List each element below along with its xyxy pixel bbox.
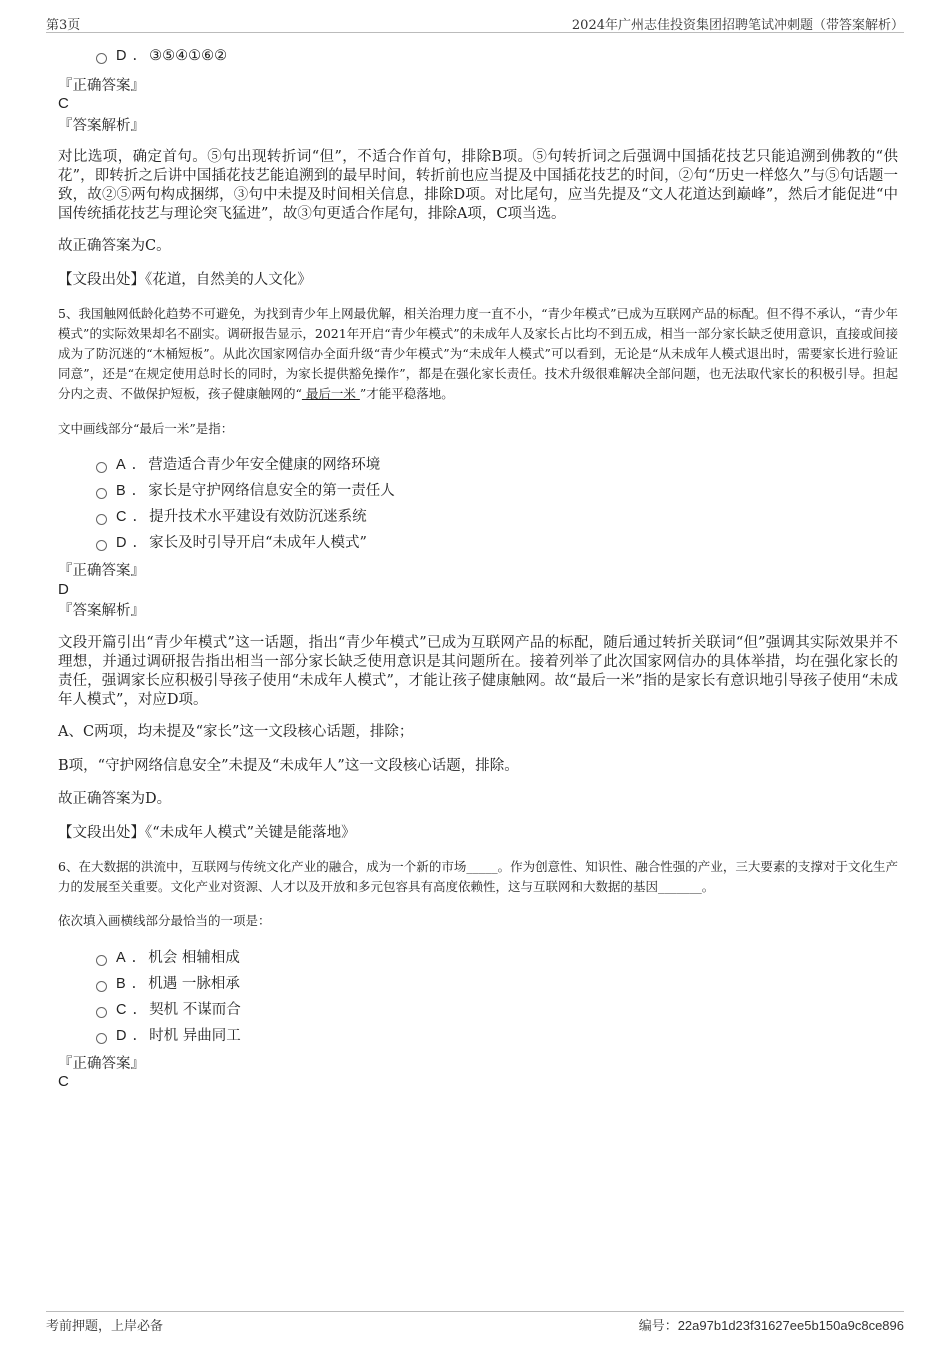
answer-value: C <box>58 1073 69 1090</box>
q6-option-c[interactable]: C . 契机 不谋而合 <box>96 1000 241 1020</box>
q5-option-a[interactable]: A . 营造适合青少年安全健康的网络环境 <box>96 455 380 475</box>
source-citation: 【文段出处】《“未成年人模式”关键是能落地》 <box>58 825 356 841</box>
q6-option-d[interactable]: D . 时机 异曲同工 <box>96 1026 241 1046</box>
analysis-text: 对比选项，确定首句。⑤句出现转折词“但”，不适合作首句，排除B项。⑤句转折词之后强调中国插花技艺只能追溯到佛教的“供花”，即转折之后讲中国插花技艺能追溯到的最早时间，转折前也应当提及中国插花技艺的时间，②句“历史一样悠久”与⑤句话题一致，故②⑤两句构成捆绑，③句中未提及时间相关信息，排除D项。对比尾句，应当先提及“文人花道达到巅峰”，然后才能促进“中国传统插花技艺与理论突飞猛进”，故③句更适合作尾句，排除A项，C项当选。 <box>58 149 898 222</box>
question-prompt: 文中画线部分“最后一米”是指： <box>58 421 234 436</box>
radio-icon[interactable] <box>96 540 107 551</box>
underlined-phrase: 最后一米 <box>301 386 360 401</box>
option-text: 契机 不谋而合 <box>149 1002 241 1018</box>
q6-option-a[interactable]: A . 机会 相辅相成 <box>96 948 240 968</box>
radio-icon[interactable] <box>96 514 107 525</box>
answer-label: 『正确答案』 <box>58 563 145 579</box>
conclusion: 故正确答案为C。 <box>58 238 171 254</box>
question-stem: 6、在大数据的洪流中，互联网与传统文化产业的融合，成为一个新的市场_____。作为创意性、知识性、融合性强的产业，三大要素的支撑对于文化生产力的发展至关重要。文化产业对资源、人才以及开放和多元包容具有高度依赖性，这与互联网和大数据的基因_______。 <box>58 859 898 894</box>
q4-option-d[interactable]: D . ③⑤④①⑥② <box>96 46 227 66</box>
option-text: 家长是守护网络信息安全的第一责任人 <box>148 483 395 499</box>
radio-icon[interactable] <box>96 1007 107 1018</box>
page-number: 第3页 <box>46 18 81 33</box>
option-text: 家长及时引导开启“未成年人模式” <box>149 535 367 551</box>
question-prompt: 依次填入画横线部分最恰当的一项是： <box>58 913 271 928</box>
analysis-note-1: A、C两项，均未提及“家长”这一文段核心话题，排除； <box>58 724 414 740</box>
document-id: 编号：22a97b1d23f31627ee5b150a9c8ce896 <box>638 1318 904 1333</box>
radio-icon[interactable] <box>96 462 107 473</box>
radio-icon[interactable] <box>96 955 107 966</box>
q5-option-b[interactable]: B . 家长是守护网络信息安全的第一责任人 <box>96 481 395 501</box>
source-citation: 【文段出处】《花道，自然美的人文化》 <box>58 272 312 288</box>
answer-value: C <box>58 95 69 112</box>
option-text: 营造适合青少年安全健康的网络环境 <box>148 457 381 473</box>
document-title: 2024年广州志佳投资集团招聘笔试冲刺题（带答案解析） <box>571 18 904 33</box>
answer-value: D <box>58 581 69 598</box>
analysis-text: 文段开篇引出“青少年模式”这一话题，指出“青少年模式”已成为互联网产品的标配，随后通过转折关联词“但”强调其实际效果并不理想，并通过调研报告指出相当一部分家长缺乏使用意识是其问题所在。接着列举了此次国家网信办的具体举措，均在强化家长的责任，强调家长应积极引导孩子使用“未成年人模式”，才能让孩子健康触网。故“最后一米”指的是家长有意识地引导孩子使用“未成年人模式”，对应D项。 <box>58 635 898 708</box>
question-stem: 5、我国触网低龄化趋势不可避免，为找到青少年上网最优解，相关治理力度一直不小，“青少年模式”已成为互联网产品的标配。但不得不承认，“青少年模式”的实际效果却名不副实。调研报告显示，2021年开启“青少年模式”的未成年人及家长占比均不到五成，相当一部分家长缺乏使用意识，直接或间接成为了防沉迷的“木桶短板”。从此次国家网信办全面升级“青少年模式”为“未成年人模式”可以看到，无论是“从未成年人模式退出时，需要家长进行验证同意”，还是“在规定使用总时长的同时，为家长提供豁免操作”，都是在强化家长责任。技术升级很难解决全部问题，也无法取代家长的积极引导。担起分内之责、不做保护短板，孩子健康触网的“ 最后一米 ”才能平稳落地。 <box>58 306 898 401</box>
radio-icon[interactable] <box>96 488 107 499</box>
analysis-label: 『答案解析』 <box>58 118 145 134</box>
analysis-note-2: B项，“守护网络信息安全”未提及“未成年人”这一文段核心话题，排除。 <box>58 758 519 774</box>
option-text: 时机 异曲同工 <box>149 1028 241 1044</box>
q5-option-d[interactable]: D . 家长及时引导开启“未成年人模式” <box>96 533 367 553</box>
page-header <box>46 12 904 33</box>
q5-option-c[interactable]: C . 提升技术水平建设有效防沉迷系统 <box>96 507 367 527</box>
radio-icon[interactable] <box>96 981 107 992</box>
option-text: 机遇 一脉相承 <box>148 976 240 992</box>
answer-label: 『正确答案』 <box>58 78 145 94</box>
page-footer <box>46 1311 904 1336</box>
analysis-label: 『答案解析』 <box>58 603 145 619</box>
q6-option-b[interactable]: B . 机遇 一脉相承 <box>96 974 240 994</box>
conclusion: 故正确答案为D。 <box>58 791 172 807</box>
answer-label: 『正确答案』 <box>58 1056 145 1072</box>
option-text: 提升技术水平建设有效防沉迷系统 <box>149 509 367 525</box>
option-text: 机会 相辅相成 <box>148 950 240 966</box>
option-text: ③⑤④①⑥② <box>149 48 228 64</box>
radio-icon[interactable] <box>96 1033 107 1044</box>
radio-icon[interactable] <box>96 53 107 64</box>
footer-slogan: 考前押题，上岸必备 <box>46 1319 164 1334</box>
